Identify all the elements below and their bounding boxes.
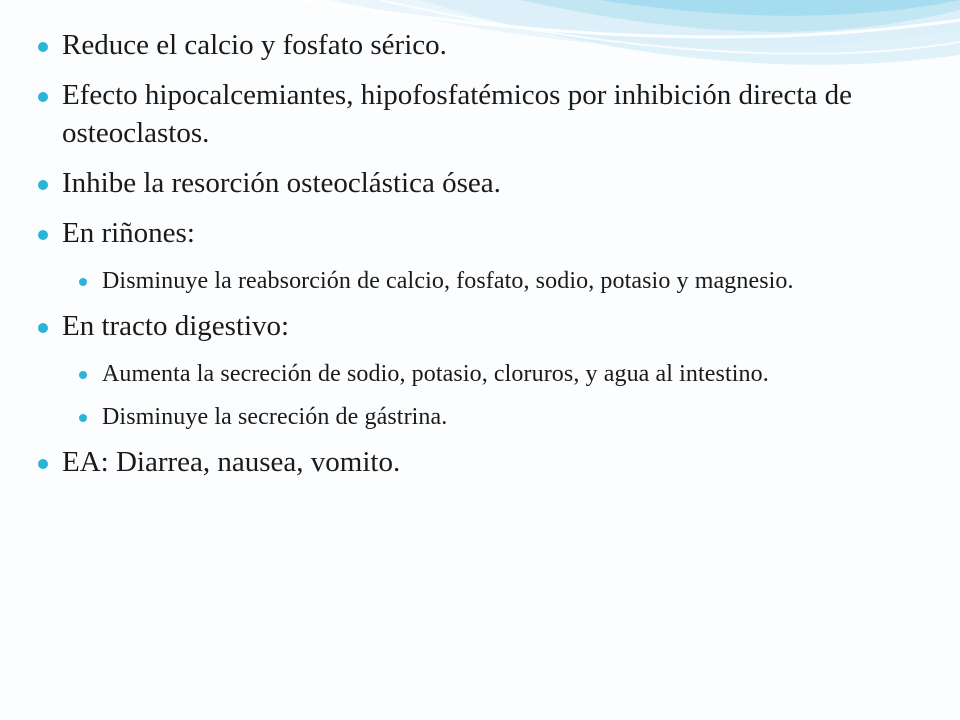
sub-bullet-text: Disminuye la secreción de gástrina. <box>102 404 448 430</box>
bullet-item <box>36 214 936 252</box>
bullet-dot-icon <box>38 323 48 333</box>
bullet-text: Reduce el calcio y fosfato sérico. <box>62 29 447 61</box>
bullet-dot-icon <box>38 42 48 52</box>
sub-bullet-text: Disminuye la reabsorción de calcio, fosfato, sodio, potasio y magnesio. <box>102 268 794 294</box>
bullet-text: En riñones: <box>62 217 195 249</box>
bullet-dot-icon <box>38 92 48 102</box>
sub-bullet-dot-icon <box>79 371 87 379</box>
slide-content <box>36 26 936 493</box>
bullet-dot-icon <box>38 459 48 469</box>
sub-bullet-item <box>76 357 936 392</box>
sub-bullet-dot-icon <box>79 414 87 422</box>
bullet-text: EA: Diarrea, nausea, vomito. <box>62 446 401 478</box>
bullet-dot-icon <box>38 230 48 240</box>
bullet-item <box>36 443 936 481</box>
bullet-item <box>36 26 936 64</box>
sub-bullet-item <box>76 400 936 435</box>
sub-bullet-dot-icon <box>79 278 87 286</box>
bullet-item <box>36 307 936 345</box>
sub-bullet-item <box>76 264 936 299</box>
bullet-text: Inhibe la resorción osteoclástica ósea. <box>62 167 501 199</box>
bullet-item <box>36 76 936 152</box>
bullet-text: Efecto hipocalcemiantes, hipofosfatémicos por inhibición directa de osteoclastos. <box>62 79 852 149</box>
bullet-text: En tracto digestivo: <box>62 310 290 342</box>
sub-bullet-text: Aumenta la secreción de sodio, potasio, cloruros, y agua al intestino. <box>102 361 769 387</box>
bullet-dot-icon <box>38 180 48 190</box>
bullet-item <box>36 164 936 202</box>
